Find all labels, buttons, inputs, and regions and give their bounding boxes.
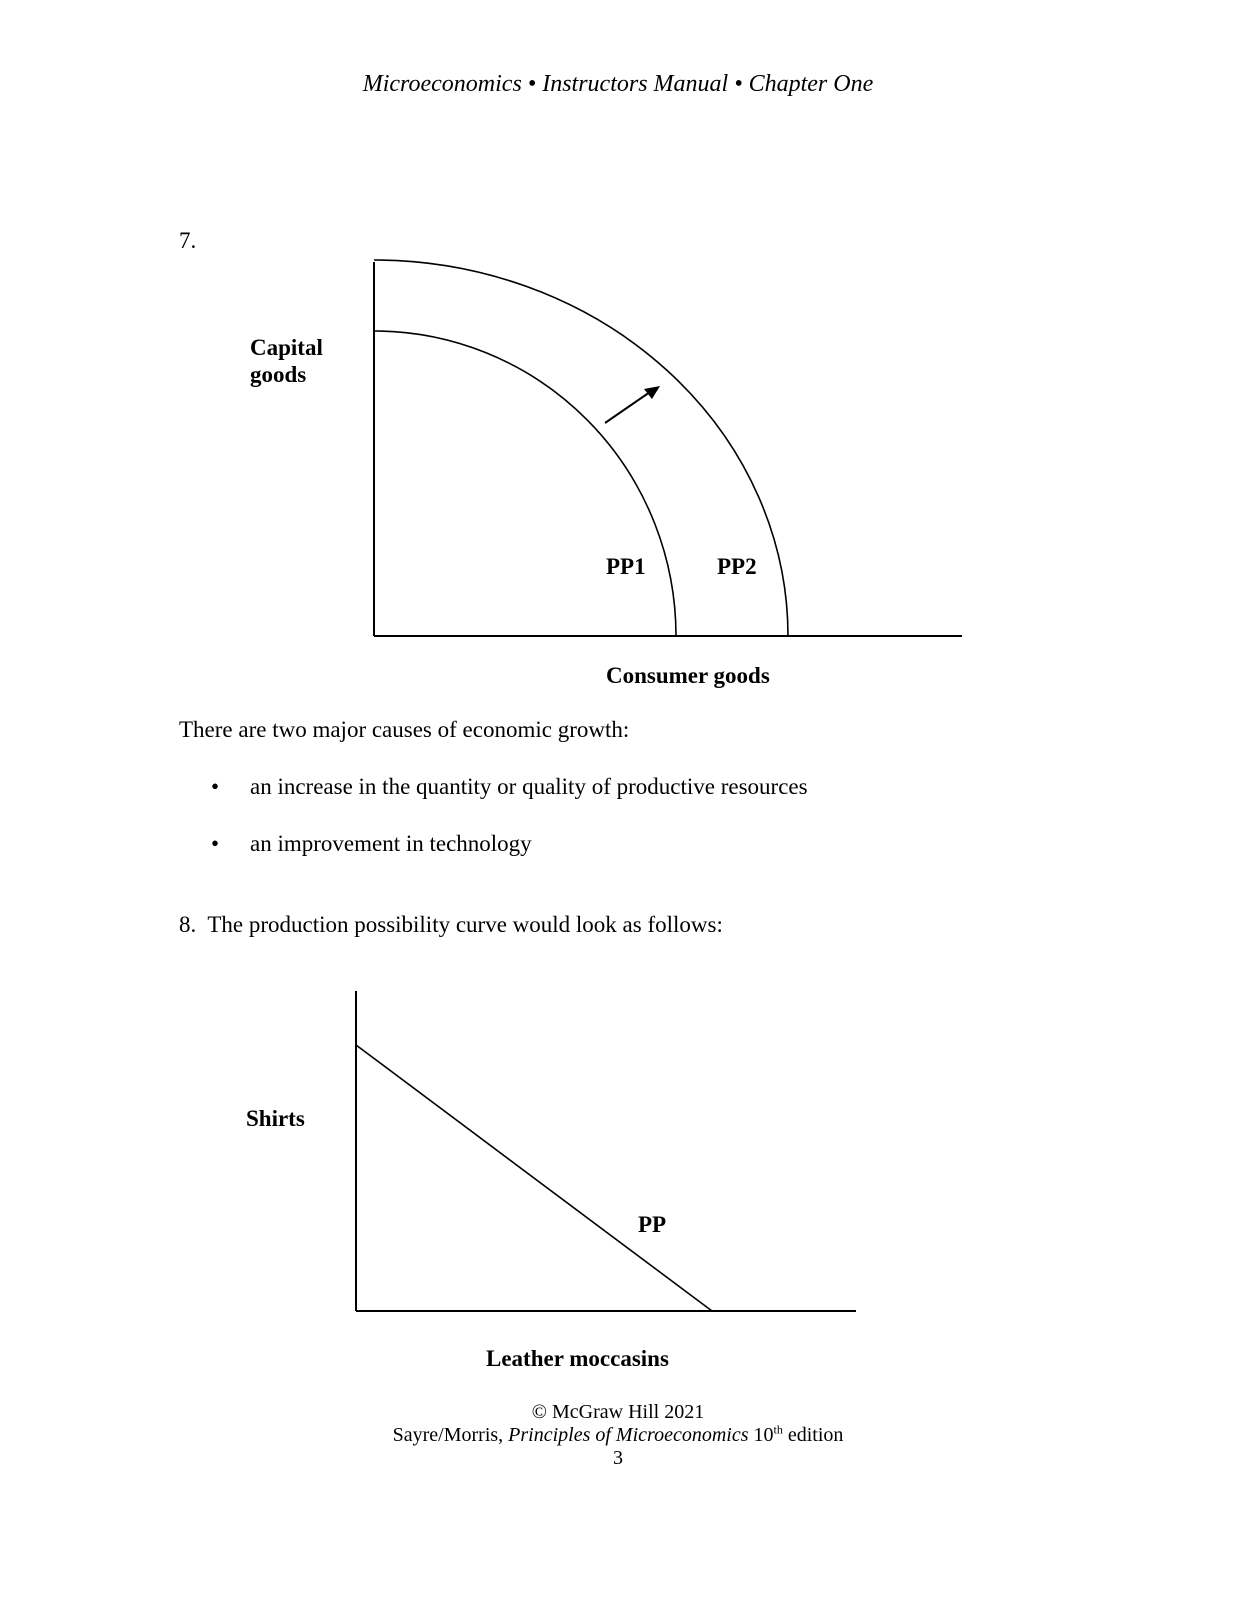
- shift-arrow-head: [644, 386, 660, 399]
- pp-line: [356, 1045, 712, 1311]
- footer-copyright: © McGraw Hill 2021: [531, 1401, 705, 1423]
- question-7-number: 7.: [179, 228, 197, 253]
- book-title: Principles of Microeconomics: [508, 1424, 749, 1446]
- figure2-y-axis-label: Shirts: [246, 1106, 305, 1131]
- figure1-x-axis-label: Consumer goods: [606, 663, 770, 688]
- footer-citation: [0, 1424, 1236, 1447]
- citation-prefix: Sayre/Morris,: [392, 1424, 509, 1446]
- running-header: Microeconomics • Instructors Manual • Chapter One: [362, 71, 874, 97]
- figure1-y-axis-label-line2: goods: [250, 362, 307, 387]
- growth-causes-intro: There are two major causes of economic growth:: [179, 717, 630, 742]
- bullet-marker: •: [211, 774, 220, 799]
- edition-word: edition: [782, 1424, 844, 1446]
- edition-suffix-superscript: th: [773, 1422, 783, 1437]
- figure1-y-axis-label-line1: Capital: [250, 335, 323, 360]
- shift-arrow: [605, 392, 650, 423]
- pp2-label: PP2: [717, 554, 757, 579]
- figure2-x-axis-label: Leather moccasins: [486, 1346, 669, 1371]
- question-8-text: 8. The production possibility curve would look as follows:: [179, 912, 723, 937]
- pp-label: PP: [638, 1212, 667, 1237]
- bullet-item: an improvement in technology: [250, 831, 532, 856]
- bullet-marker: •: [211, 831, 220, 856]
- page-number: 3: [613, 1447, 623, 1469]
- pp1-curve: [374, 331, 676, 636]
- edition-number: 10: [748, 1424, 774, 1446]
- bullet-item: an increase in the quantity or quality of productive resources: [250, 774, 808, 799]
- pp1-label: PP1: [606, 554, 646, 579]
